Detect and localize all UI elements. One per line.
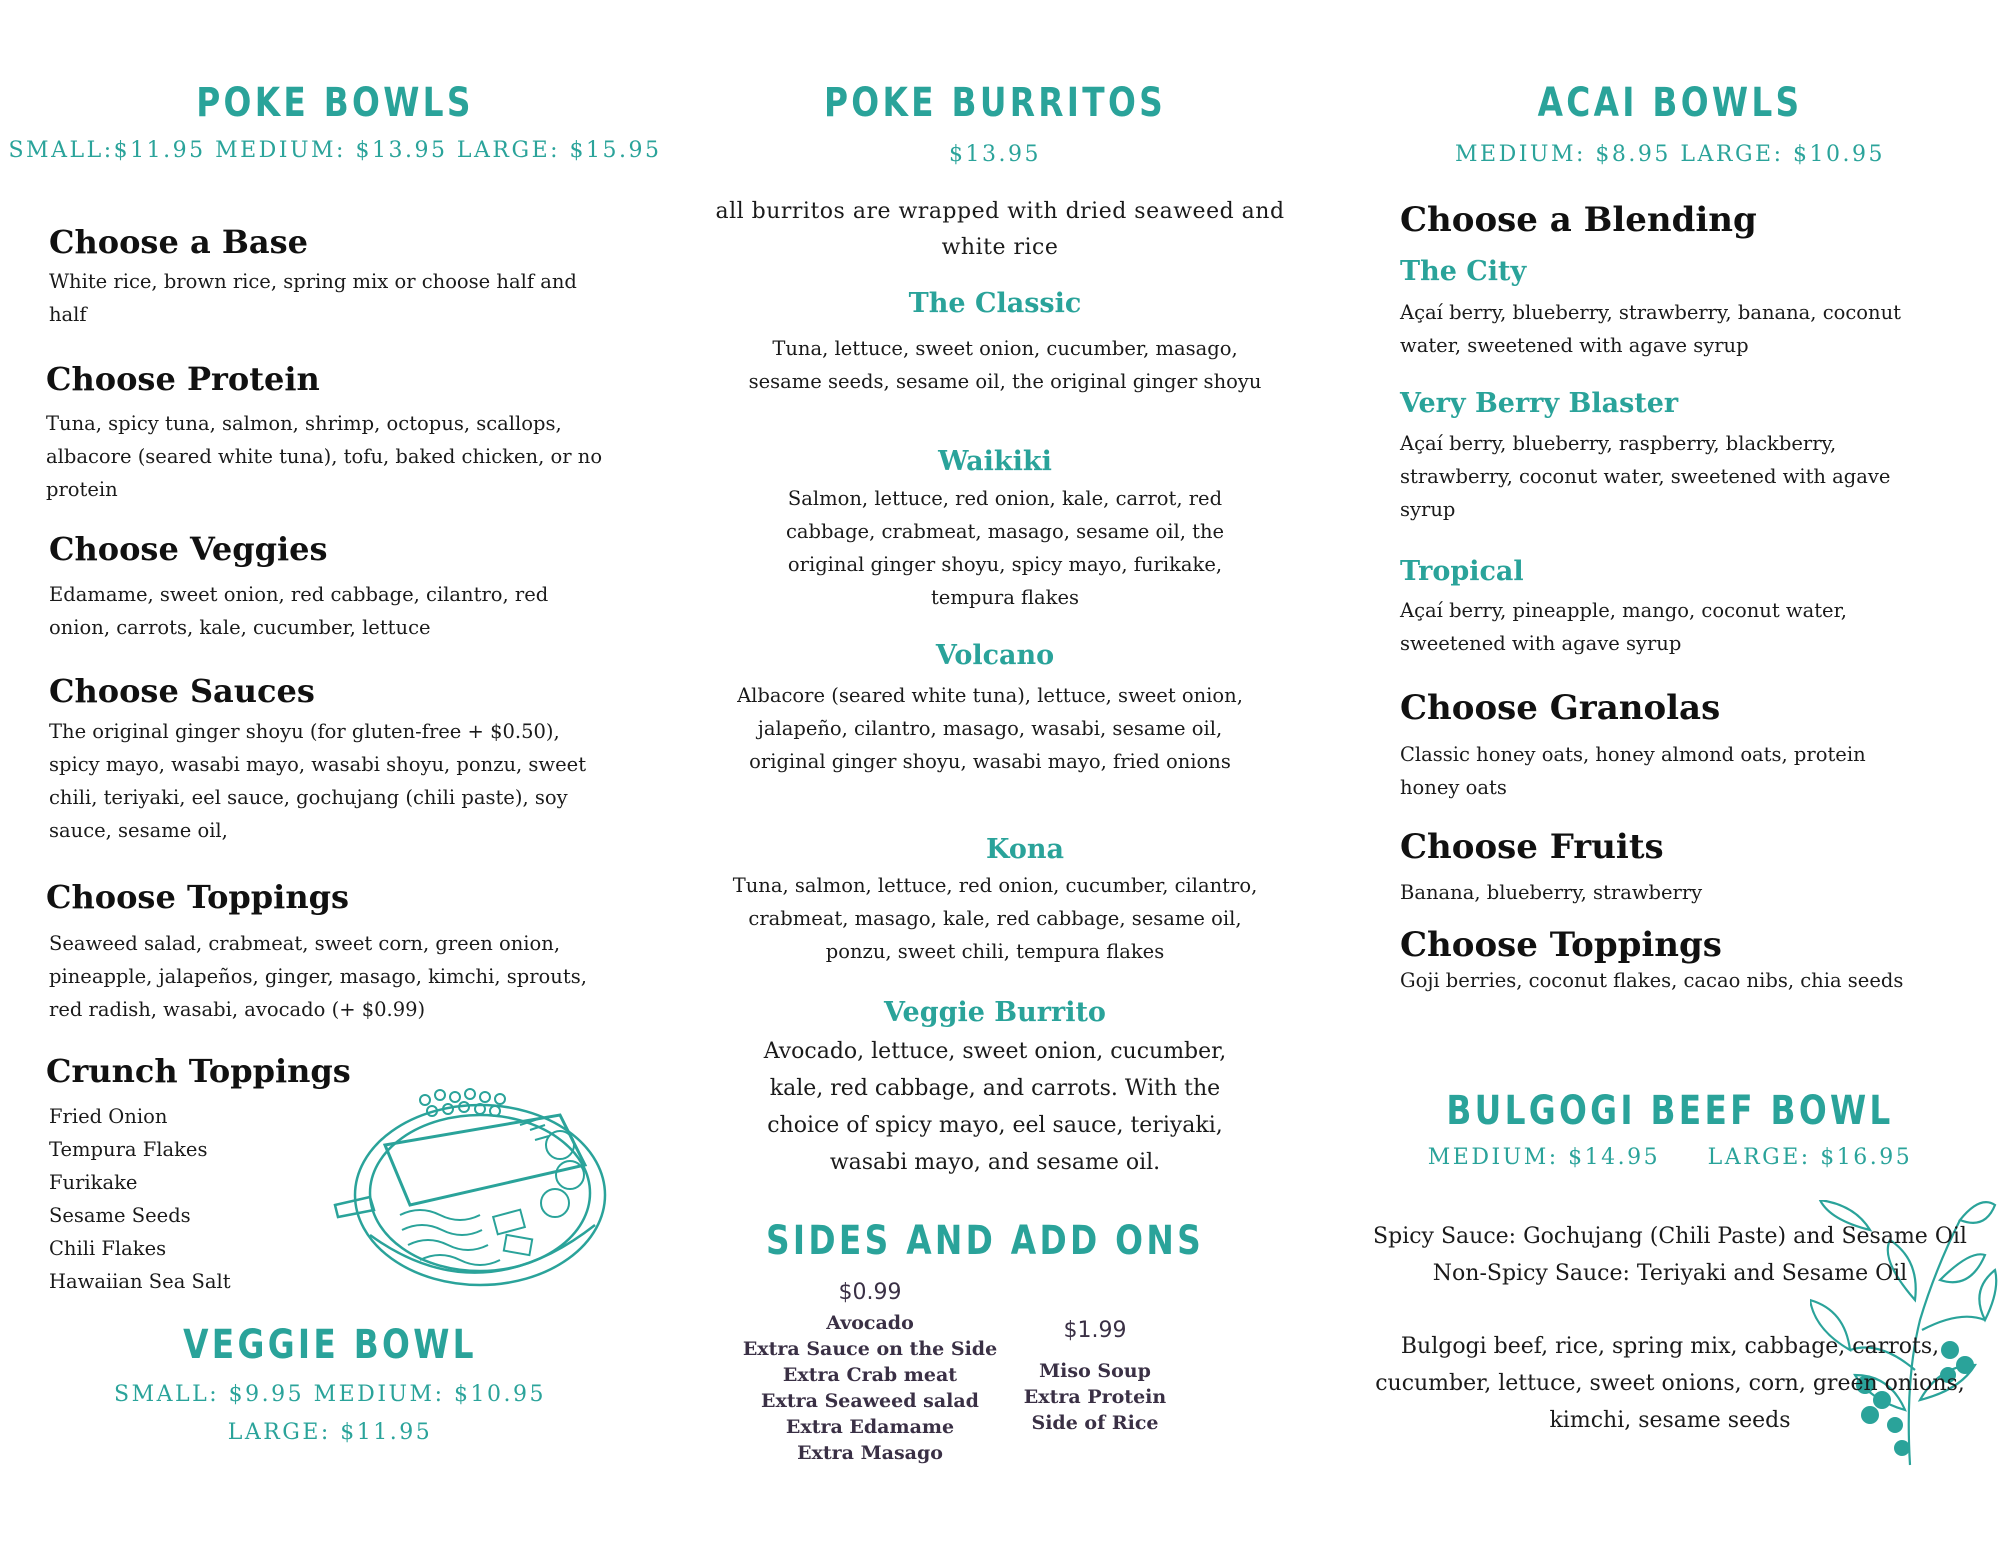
burrito-veggie-name: Veggie Burrito	[884, 997, 1106, 1028]
acai-toppings-text: Goji berries, coconut flakes, cacao nibs, chia seeds	[1400, 969, 1904, 992]
step-base-heading: Choose a Base	[49, 223, 308, 261]
poke-burritos-price: $13.95	[949, 142, 1041, 167]
step-sauces-heading: Choose Sauces	[49, 672, 315, 710]
fruits-text: Banana, blueberry, strawberry	[1400, 881, 1703, 904]
veggie-bowl-prices-line2: LARGE: $11.95	[227, 1420, 433, 1445]
blending-heading: Choose a Blending	[1400, 200, 1757, 240]
step-veggies-heading: Choose Veggies	[49, 530, 328, 568]
list-item: Chili Flakes	[49, 1237, 167, 1260]
step-veggies-text: Edamame, sweet onion, red cabbage, cilantro, red onion, carrots, kale, cucumber, lettuce	[49, 583, 549, 639]
burrito-kona-text: Tuna, salmon, lettuce, red onion, cucumber, cilantro, crabmeat, masago, kale, red cabbage, sesame oil, ponzu, sweet chili, tempura flakes	[732, 874, 1258, 963]
burritos-intro: all burritos are wrapped with dried seaweed and white rice	[715, 199, 1285, 260]
poke-bowls-prices: SMALL:$11.95 MEDIUM: $13.95 LARGE: $15.95	[8, 138, 662, 163]
list-item: Tempura Flakes	[49, 1138, 208, 1161]
sides-group1-list	[720, 1310, 1020, 1466]
granolas-heading: Choose Granolas	[1400, 688, 1721, 728]
list-item: Sesame Seeds	[49, 1204, 191, 1227]
veggie-bowl-title: VEGGIE BOWL	[183, 1322, 477, 1368]
list-item: Extra Sauce on the Side	[742, 1338, 998, 1360]
blend-berry-name: Very Berry Blaster	[1400, 388, 1679, 419]
blend-berry-text: Açaí berry, blueberry, raspberry, blackberry, strawberry, coconut water, sweetened with agave syrup	[1400, 432, 1891, 521]
blend-tropical-text: Açaí berry, pineapple, mango, coconut water, sweetened with agave syrup	[1400, 599, 1847, 655]
list-item: Miso Soup	[1039, 1360, 1151, 1382]
list-item: Extra Crab meat	[782, 1364, 958, 1386]
granolas-text: Classic honey oats, honey almond oats, protein honey oats	[1400, 743, 1866, 799]
fruits-heading: Choose Fruits	[1400, 827, 1664, 867]
burrito-waikiki-name: Waikiki	[938, 446, 1052, 477]
sides-group2-price: $1.99	[1063, 1318, 1127, 1343]
list-item: Extra Masago	[797, 1442, 943, 1464]
burrito-kona-name: Kona	[985, 834, 1064, 865]
list-item: Avocado	[826, 1312, 914, 1334]
acai-toppings-heading: Choose Toppings	[1400, 925, 1722, 965]
list-item: Extra Edamame	[785, 1416, 955, 1438]
step-toppings-text: Seaweed salad, crabmeat, sweet corn, green onion, pineapple, jalapeños, ginger, masago, kimchi, sprouts, red radish, wasabi, avocado (+ $0.99)	[49, 932, 587, 1021]
bulgogi-prices: MEDIUM: $14.95 LARGE: $16.95	[1427, 1145, 1913, 1170]
step-protein-text: Tuna, spicy tuna, salmon, shrimp, octopus, scallops, albacore (seared white tuna), tofu, baked chicken, or no protein	[46, 412, 603, 501]
list-item: Extra Protein	[1023, 1386, 1167, 1408]
sides-group1-price: $0.99	[838, 1280, 902, 1305]
sides-title: SIDES AND ADD ONS	[766, 1218, 1204, 1264]
burrito-waikiki-text: Salmon, lettuce, red onion, kale, carrot, red cabbage, crabmeat, masago, sesame oil, the original ginger shoyu, spicy mayo, furikake, tempura flakes	[785, 487, 1225, 609]
acai-bowls-title: ACAI BOWLS	[1537, 80, 1803, 126]
crunch-toppings-list	[49, 1100, 231, 1298]
poke-bowls-title: POKE BOWLS	[196, 80, 474, 126]
step-toppings-heading: Choose Toppings	[46, 878, 349, 916]
list-item: Extra Seaweed salad	[761, 1390, 979, 1412]
list-item: Furikake	[49, 1171, 138, 1194]
poke-burritos-column	[690, 0, 1300, 1548]
acai-bowls-prices: MEDIUM: $8.95 LARGE: $10.95	[1455, 142, 1885, 167]
crunch-toppings-heading: Crunch Toppings	[46, 1052, 351, 1090]
poke-burritos-title: POKE BURRITOS	[823, 80, 1167, 126]
bulgogi-title: BULGOGI BEEF BOWL	[1446, 1088, 1894, 1134]
list-item: Fried Onion	[49, 1105, 168, 1128]
burrito-veggie-text: Avocado, lettuce, sweet onion, cucumber, kale, red cabbage, and carrots. With the choice of spicy mayo, eel sauce, teriyaki, wasabi mayo, and sesame oil.	[763, 1039, 1227, 1175]
blend-tropical-name: Tropical	[1400, 556, 1524, 587]
burrito-volcano-name: Volcano	[935, 640, 1055, 671]
veggie-bowl-prices-line1: SMALL: $9.95 MEDIUM: $10.95	[114, 1382, 546, 1407]
blend-city-name: The City	[1400, 256, 1527, 287]
burrito-volcano-text: Albacore (seared white tuna), lettuce, sweet onion, jalapeño, cilantro, masago, wasabi, sesame oil, original ginger shoyu, wasabi mayo, fried onions	[737, 684, 1243, 773]
burrito-classic-name: The Classic	[908, 288, 1082, 319]
blend-city-text: Açaí berry, blueberry, strawberry, banana, coconut water, sweetened with agave syrup	[1400, 301, 1901, 357]
sides-group2-list	[1005, 1358, 1185, 1436]
step-protein-heading: Choose Protein	[46, 360, 320, 398]
burrito-classic-text: Tuna, lettuce, sweet onion, cucumber, masago, sesame seeds, sesame oil, the original ginger shoyu	[748, 337, 1262, 393]
acai-bowls-column	[1340, 0, 2000, 1548]
bulgogi-sauce-nonspicy: Non-Spicy Sauce: Teriyaki and Sesame Oil	[1432, 1261, 1908, 1286]
list-item: Hawaiian Sea Salt	[49, 1270, 231, 1293]
bulgogi-sauce-spicy: Spicy Sauce: Gochujang (Chili Paste) and Sesame Oil	[1373, 1224, 1967, 1249]
poke-bowl-icon	[330, 1085, 615, 1300]
step-base-text: White rice, brown rice, spring mix or choose half and half	[49, 270, 577, 326]
step-sauces-text: The original ginger shoyu (for gluten-free + $0.50), spicy mayo, wasabi mayo, wasabi shoyu, ponzu, sweet chili, teriyaki, eel sauce, gochujang (chili paste), soy sauce, sesame oil,	[49, 720, 587, 842]
bulgogi-description: Bulgogi beef, rice, spring mix, cabbage, carrots, cucumber, lettuce, sweet onions, corn, green onions, kimchi, sesame seeds	[1375, 1334, 1965, 1433]
poke-bowls-column	[0, 0, 690, 1548]
list-item: Side of Rice	[1031, 1412, 1159, 1434]
